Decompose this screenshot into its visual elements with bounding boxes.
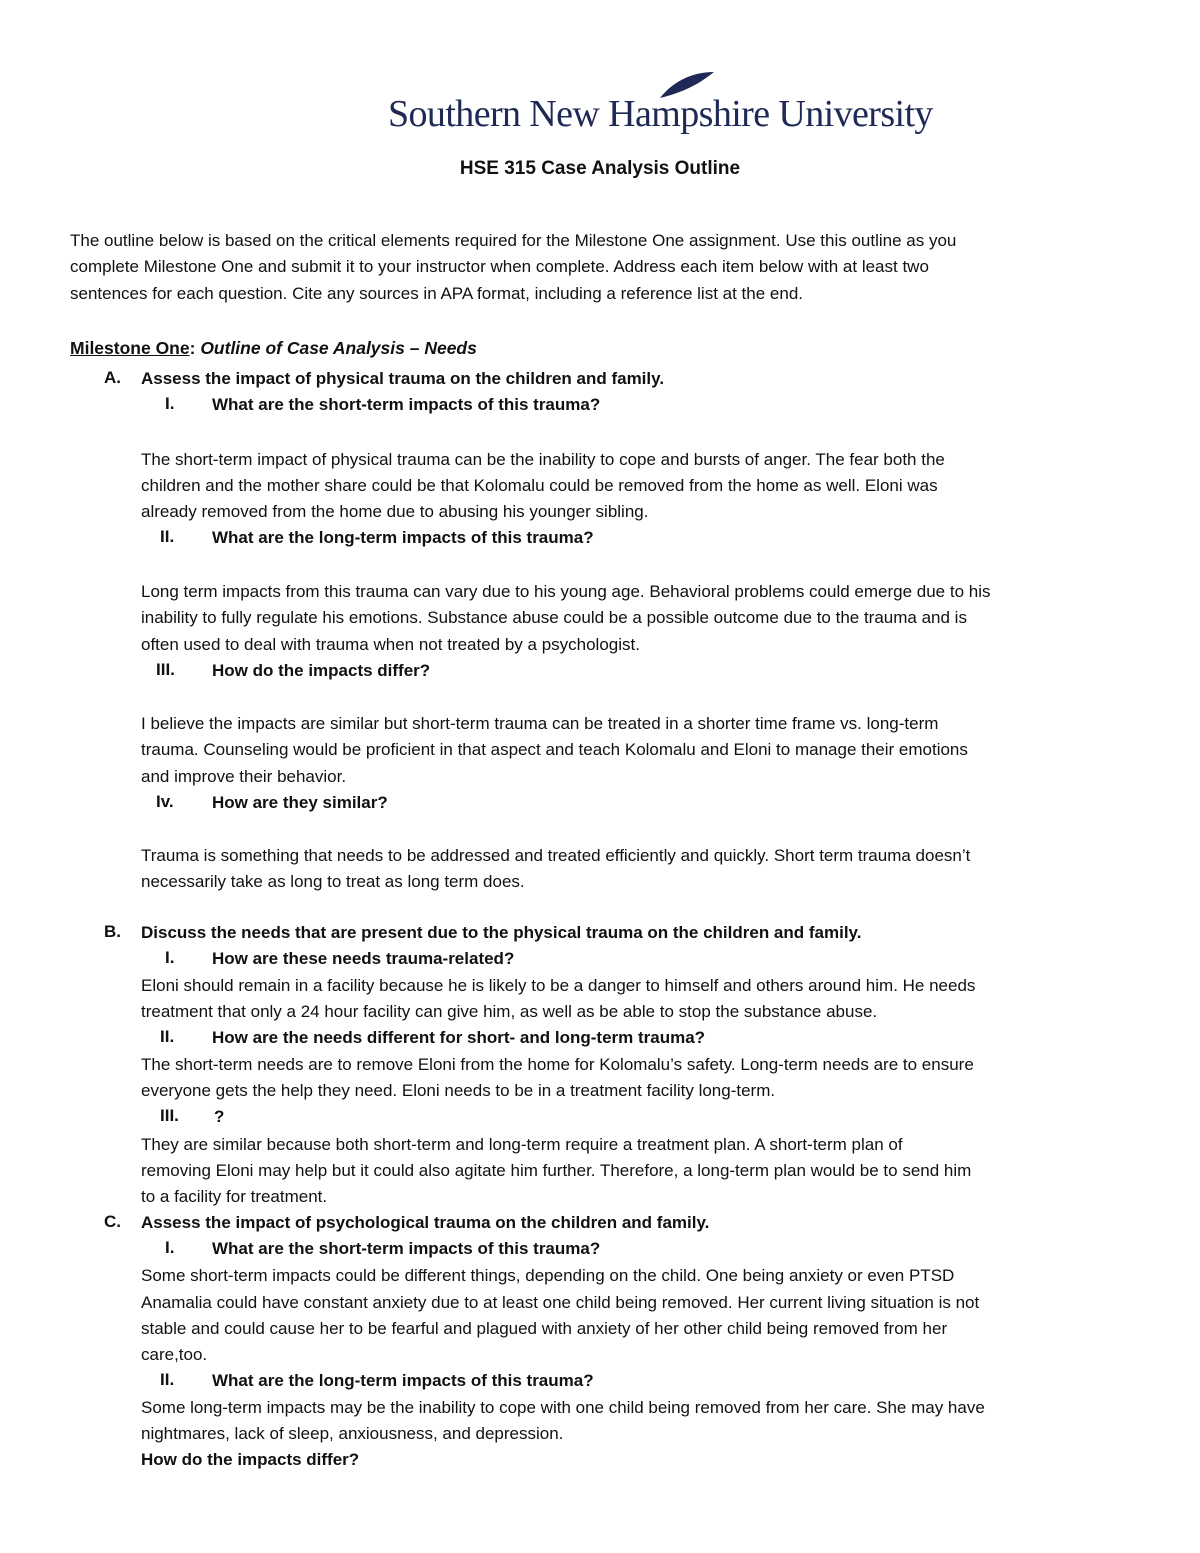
answer-line: and improve their behavior. — [141, 767, 347, 786]
question-text: How are these needs trauma-related? — [212, 949, 515, 968]
document-title: HSE 315 Case Analysis Outline — [459, 158, 741, 179]
section-marker: B. — [104, 922, 121, 941]
section-heading: Assess the impact of psychological trauma on the children and family. — [141, 1213, 710, 1232]
question-marker: III. — [156, 660, 175, 679]
answer-line: Eloni should remain in a facility because he is likely to be a danger to himself and others around him. He needs — [141, 976, 976, 995]
answer-line: inability to fully regulate his emotions. Substance abuse could be a possible outcome due to the trauma and is — [141, 608, 967, 627]
question-marker: II. — [160, 1370, 175, 1389]
question-text: How are they similar? — [212, 793, 388, 812]
university-logo — [388, 70, 933, 138]
question-text: ? — [214, 1107, 225, 1126]
section-heading: Discuss the needs that are present due to the physical trauma on the children and family. — [141, 923, 862, 942]
question-marker: Iv. — [156, 792, 174, 811]
milestone-subtitle: Outline of Case Analysis – Needs — [200, 338, 477, 358]
answer-line: stable and could cause her to be fearful and plagued with anxiety of her other child being removed from her — [141, 1319, 948, 1338]
answer-line: trauma. Counseling would be proficient in that aspect and teach Kolomalu and Eloni to manage their emotions — [141, 740, 968, 759]
question-text: How do the impacts differ? — [212, 661, 431, 680]
question-marker: II. — [160, 527, 175, 546]
intro-line: complete Milestone One and submit it to your instructor when complete. Address each item below with at least two — [70, 257, 929, 276]
milestone-label: Milestone One — [70, 338, 190, 358]
section-marker: C. — [104, 1212, 121, 1231]
question-text: What are the long-term impacts of this trauma? — [212, 528, 594, 547]
answer-line: Some long-term impacts may be the inability to cope with one child being removed from her care. She may have — [141, 1398, 985, 1417]
answer-line: nightmares, lack of sleep, anxiousness, and depression. — [141, 1424, 564, 1443]
intro-line: The outline below is based on the critical elements required for the Milestone One assignment. Use this outline as you — [70, 231, 957, 250]
answer-line: often used to deal with trauma when not treated by a psychologist. — [141, 635, 640, 654]
answer-line: to a facility for treatment. — [141, 1187, 328, 1206]
question-text: What are the short-term impacts of this trauma? — [212, 1239, 601, 1258]
question-text: How do the impacts differ? — [141, 1450, 360, 1469]
answer-line: treatment that only a 24 hour facility can give him, as well as be able to stop the substance abuse. — [141, 1002, 878, 1021]
answer-line: Some short-term impacts could be different things, depending on the child. One being anxiety or even PTSD — [141, 1266, 955, 1285]
question-text: What are the short-term impacts of this trauma? — [212, 395, 601, 414]
section-marker: A. — [104, 368, 121, 387]
answer-line: Long term impacts from this trauma can vary due to his young age. Behavioral problems could emerge due to his — [141, 582, 991, 601]
intro-line: sentences for each question. Cite any sources in APA format, including a reference list at the end. — [70, 284, 803, 303]
question-marker: I. — [165, 394, 175, 413]
answer-line: care,too. — [141, 1345, 208, 1364]
answer-line: I believe the impacts are similar but short-term trauma can be treated in a shorter time frame vs. long-term — [141, 714, 939, 733]
question-text: How are the needs different for short- and long-term trauma? — [212, 1028, 706, 1047]
question-marker: II. — [160, 1027, 175, 1046]
section-heading: Assess the impact of physical trauma on the children and family. — [141, 369, 665, 388]
answer-line: everyone gets the help they need. Eloni needs to be in a treatment facility long-term. — [141, 1081, 776, 1100]
milestone-colon: : — [189, 338, 201, 358]
answer-line: The short-term impact of physical trauma can be the inability to cope and bursts of anger. The fear both the — [141, 450, 945, 469]
answer-line: The short-term needs are to remove Eloni from the home for Kolomalu’s safety. Long-term needs are to ensure — [141, 1055, 974, 1074]
answer-line: They are similar because both short-term and long-term require a treatment plan. A short-term plan of — [141, 1135, 903, 1154]
milestone-heading — [70, 338, 477, 359]
answer-line: already removed from the home due to abusing his younger sibling. — [141, 502, 649, 521]
question-text: What are the long-term impacts of this trauma? — [212, 1371, 594, 1390]
answer-line: children and the mother share could be that Kolomalu could be removed from the home as well. Eloni was — [141, 476, 938, 495]
question-marker: III. — [160, 1106, 179, 1125]
question-marker: I. — [165, 1238, 175, 1257]
logo-text: Southern New Hampshire University — [388, 93, 933, 135]
answer-line: Trauma is something that needs to be addressed and treated efficiently and quickly. Short term trauma doesn’t — [141, 846, 971, 865]
question-marker: I. — [165, 948, 175, 967]
answer-line: necessarily take as long to treat as long term does. — [141, 872, 525, 891]
answer-line: Anamalia could have constant anxiety due to at least one child being removed. Her current living situation is not — [141, 1293, 980, 1312]
answer-line: removing Eloni may help but it could also agitate him further. Therefore, a long-term plan would be to send him — [141, 1161, 972, 1180]
